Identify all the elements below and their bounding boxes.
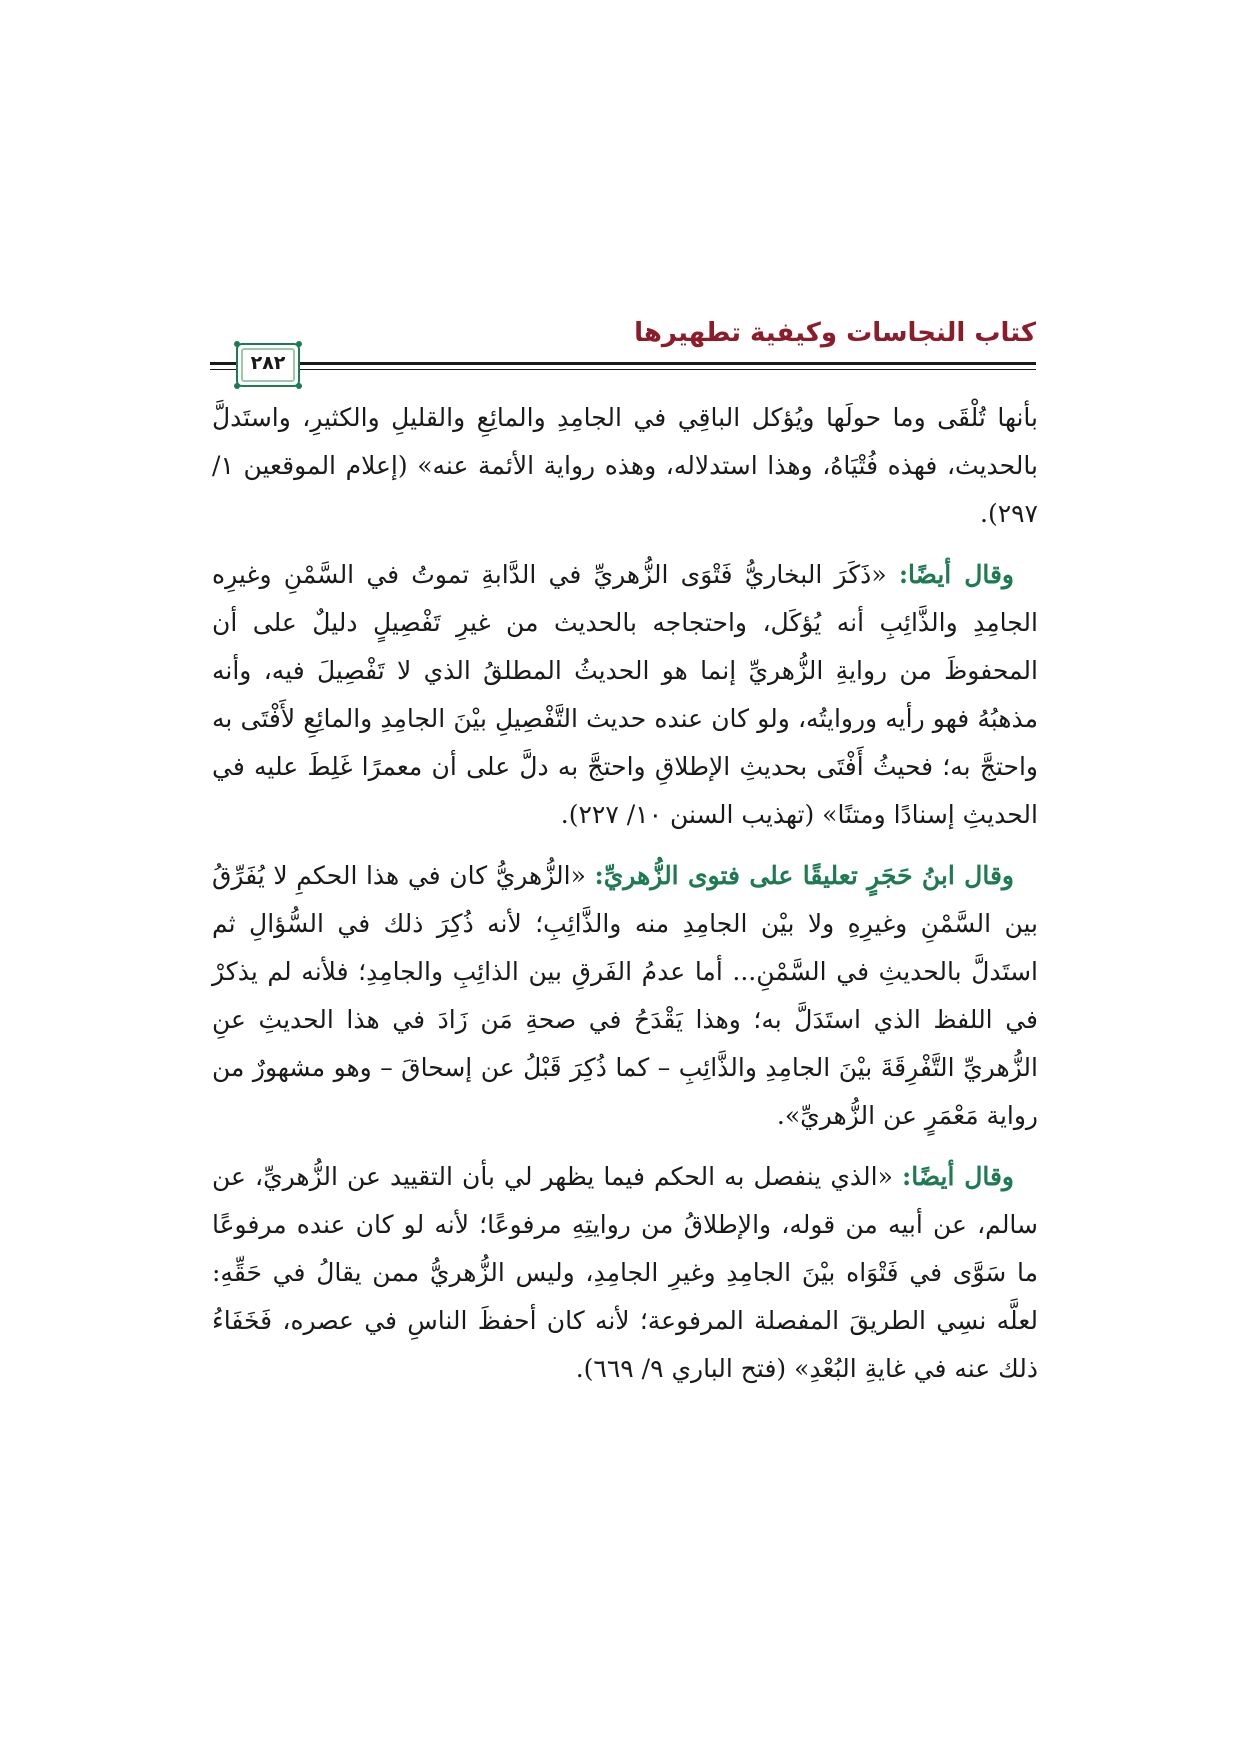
paragraph-2	[212, 551, 1038, 839]
paragraph-4	[212, 1153, 1038, 1393]
book-title: كتاب النجاسات وكيفية تطهيرها	[634, 318, 1036, 348]
page-header	[210, 312, 1036, 382]
paragraph-3	[212, 852, 1038, 1140]
header-rule-thin	[210, 369, 1036, 370]
page-number-frame	[236, 343, 300, 387]
paragraph-3-text: «الزُّهريُّ كان في هذا الحكمِ لا يُفَرِّقُ بين السَّمْنِ وغيرِهِ ولا بيْن الجامِدِ منه والذَّائِبِ؛ لأنه ذُكِرَ ذلك في السُّؤالِ ثم استَدلَّ بالحديثِ في السَّمْنِ... أما عدمُ الفَرقِ بين الذائِبِ والجامِدِ؛ فلأنه لم يذكرْ في اللفظ الذي استَدَلَّ به؛ وهذا يَقْدَحُ في صحةِ مَن زَادَ في هذا الحديثِ عنِ الزُّهريِّ التَّفْرِقَةَ بيْنَ الجامِدِ والذَّائِبِ – كما ذُكِرَ قَبْلُ عن إسحاقَ – وهو مشهورٌ من رواية مَعْمَرٍ عن الزُّهريِّ».	[212, 861, 1038, 1130]
frame-corner-ornament	[296, 383, 302, 389]
frame-corner-ornament	[296, 341, 302, 347]
paragraph-3-speaker: وقال ابنُ حَجَرٍ تعليقًا على فتوى الزُّهريِّ:	[594, 861, 1014, 890]
paragraph-1-text: بأنها تُلْقَى وما حولَها ويُؤكل الباقِي في الجامِدِ والمائِعِ والقليلِ والكثيرِ، واستَدلَّ بالحديث، فهذه فُتْيَاهُ، وهذا استدلاله، وهذه رواية الأئمة عنه» (إعلام الموقعين ١/ ٢٩٧).	[212, 403, 1038, 528]
paragraph-2-speaker: وقال أيضًا:	[898, 560, 1014, 589]
page-number: ٢٨٢	[250, 352, 286, 374]
page-body	[212, 394, 1038, 1406]
frame-corner-ornament	[234, 341, 240, 347]
header-rule-thick	[210, 362, 1036, 365]
paragraph-2-text: «ذَكَرَ البخاريُّ فَتْوَى الزُّهريِّ في الدَّابةِ تموتُ في السَّمْنِ وغيرِه الجامِدِ والذَّائِبِ أنه يُؤكَل، واحتجاجه بالحديث من غيرِ تَفْصِيلٍ دليلٌ على أن المحفوظَ من روايةِ الزُّهريِّ إنما هو الحديثُ المطلقُ الذي لا تَفْصِيلَ فيه، وأنه مذهبُهُ فهو رأيه وروايتُه، ولو كان عنده حديث التَّفْصِيلِ بيْنَ الجامِدِ والمائِعِ لأَفْتَى به واحتجَّ به؛ فحيثُ أَفْتَى بحديثِ الإطلاقِ واحتجَّ به دلَّ على أن معمرًا غَلِطَ عليه في الحديثِ إسنادًا ومتنًا» (تهذيب السنن ١٠/ ٢٢٧).	[212, 560, 1038, 829]
paragraph-4-speaker: وقال أيضًا:	[901, 1162, 1015, 1191]
paragraph-1	[212, 394, 1038, 538]
frame-corner-ornament	[234, 383, 240, 389]
paragraph-4-text: «الذي ينفصل به الحكم فيما يظهر لي بأن التقييد عن الزُّهريِّ، عن سالم، عن أبيه من قوله، والإطلاقُ من روايتِهِ مرفوعًا؛ لأنه لو كان عنده مرفوعًا ما سَوَّى في فَتْوَاه بيْنَ الجامِدِ وغيرِ الجامِدِ، وليس الزُّهريُّ ممن يقالُ في حَقِّهِ: لعلَّه نسِي الطريقَ المفصلة المرفوعة؛ لأنه كان أحفظَ الناسِ في عصره، فَخَفَاءُ ذلك عنه في غايةِ البُعْدِ» (فتح الباري ٩/ ٦٦٩).	[212, 1162, 1038, 1383]
